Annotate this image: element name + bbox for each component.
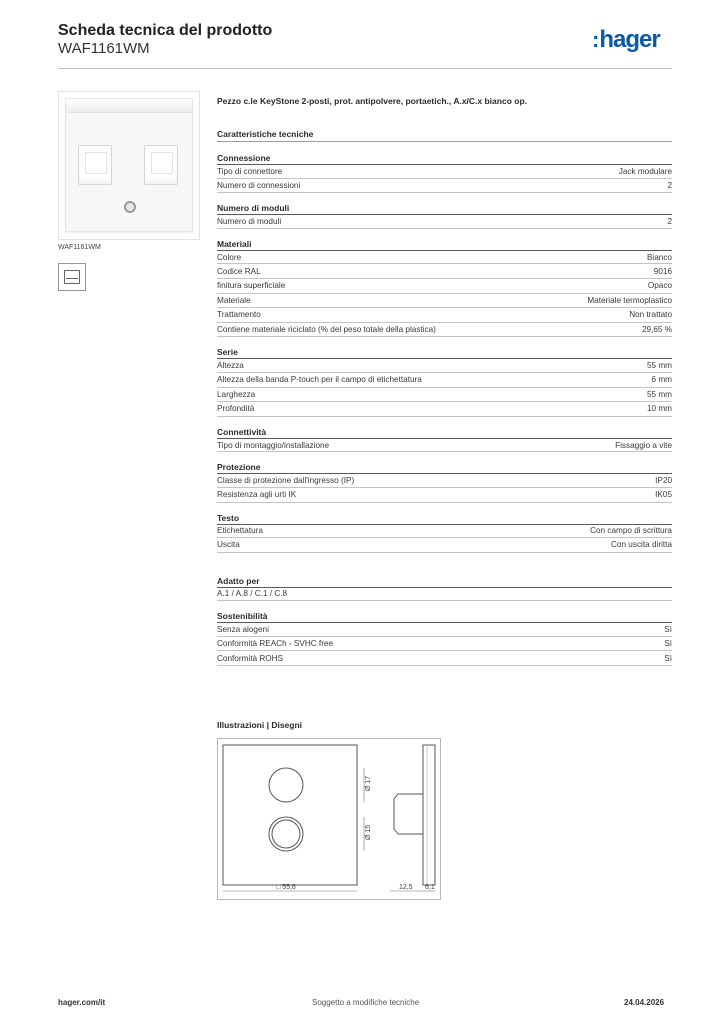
spec-row <box>217 473 672 488</box>
spec-group-rows <box>217 164 672 193</box>
spec-label: Resistenza agli urti IK <box>217 490 297 500</box>
spec-value: Con campo di scrittura <box>590 526 672 536</box>
technical-drawing <box>217 738 441 900</box>
spec-heading: Caratteristiche tecniche <box>217 127 672 142</box>
spec-group-title: Materiali <box>217 238 252 249</box>
spec-group-rows <box>217 587 672 602</box>
spec-groups <box>217 152 672 666</box>
spec-label: A.1 / A.8 / C.1 / C.8 <box>217 589 288 599</box>
spec-label: Larghezza <box>217 389 256 399</box>
page-title: Scheda tecnica del prodotto <box>58 22 273 39</box>
spec-row <box>217 279 672 294</box>
spec-label: Altezza della banda P-touch per il campo di etichettatura <box>217 375 422 385</box>
spec-label: Senza alogeni <box>217 625 269 635</box>
dim-depth-b: 6,1 <box>425 884 435 891</box>
label-strip <box>66 99 192 113</box>
spec-value: Sì <box>664 653 672 663</box>
spec-row <box>217 622 672 637</box>
spec-label: Codice RAL <box>217 266 261 276</box>
spec-group-title: Adatto per <box>217 575 260 586</box>
spec-group-title: Serie <box>217 347 238 358</box>
spec-label: Numero di moduli <box>217 216 282 226</box>
spec-section <box>217 127 672 666</box>
spec-label: finitura superficiale <box>217 281 286 291</box>
product-code: WAF1161WM <box>58 40 150 57</box>
spec-row <box>217 214 672 229</box>
spec-group-rows <box>217 622 672 666</box>
spec-row <box>217 294 672 309</box>
spec-value: Bianco <box>646 252 672 262</box>
hole-bottom-outer <box>269 817 303 851</box>
thumbnail-symbol-icon[interactable] <box>58 263 86 291</box>
spec-value: Con uscita diritta <box>611 540 672 550</box>
spec-group-rows <box>217 524 672 553</box>
screw-icon <box>124 201 136 213</box>
spec-value: IP20 <box>655 476 672 486</box>
spec-value: Non trattato <box>629 310 672 320</box>
dim-depth-a: 12,5 <box>399 884 413 891</box>
spec-group-rows <box>217 250 672 338</box>
spec-value: 10 mm <box>646 404 672 414</box>
spec-value: 2 <box>667 180 672 190</box>
spec-label: Trattamento <box>217 310 261 320</box>
spec-row <box>217 538 672 553</box>
spec-row <box>217 358 672 373</box>
photo-caption: WAF1161WM <box>58 244 101 251</box>
spec-value: Jack modulare <box>618 166 672 176</box>
front-outline <box>223 745 357 885</box>
spec-group-rows <box>217 214 672 229</box>
spec-row <box>217 164 672 179</box>
spec-label: Contiene materiale riciclato (% del peso totale della plastica) <box>217 325 436 335</box>
dimension-drawing-svg <box>218 739 442 901</box>
spec-group-title: Protezione <box>217 462 261 473</box>
spec-group-title: Connessione <box>217 153 271 163</box>
spec-label: Profondità <box>217 404 255 414</box>
spec-value: 55 mm <box>646 389 672 399</box>
spec-row <box>217 587 672 602</box>
spec-label: Tipo di connettore <box>217 166 283 176</box>
logo-colon: : <box>592 27 599 52</box>
keystone-port-left <box>78 145 112 185</box>
spec-label: Classe di protezione dall'ingresso (IP) <box>217 476 355 486</box>
spec-value: Sì <box>664 625 672 635</box>
header-divider <box>58 68 672 69</box>
spec-row <box>217 488 672 503</box>
dim-hole-top: Ø 17 <box>365 775 372 791</box>
spec-row <box>217 373 672 388</box>
spec-value: 9016 <box>653 266 672 276</box>
logo-text: hager <box>599 26 660 53</box>
spec-label: Uscita <box>217 540 240 550</box>
spec-row <box>217 651 672 666</box>
spec-row <box>217 250 672 265</box>
spec-label: Colore <box>217 252 242 262</box>
spec-row <box>217 264 672 279</box>
keystone-plate <box>65 98 193 232</box>
hole-top <box>269 768 303 802</box>
spec-row <box>217 637 672 652</box>
hager-logo <box>592 28 660 52</box>
side-profile <box>394 794 423 834</box>
spec-label: Tipo di montaggio/installazione <box>217 440 330 450</box>
spec-label: Numero di connessioni <box>217 180 301 190</box>
dim-hole-bottom: Ø 15 <box>365 824 372 840</box>
spec-value: 55 mm <box>646 361 672 371</box>
spec-row <box>217 323 672 338</box>
spec-value: Fissaggio a vite <box>615 440 672 450</box>
spec-group-title: Connettività <box>217 426 267 437</box>
product-description: Pezzo c.le KeyStone 2-posti, prot. antipolvere, portaetich., A.x/C.x bianco op. <box>217 96 527 106</box>
spec-value: Materiale termoplastico <box>587 295 672 305</box>
hole-bottom-inner <box>272 820 300 848</box>
footer-date: 24.04.2026 <box>624 998 665 1007</box>
spec-group-rows <box>217 438 672 453</box>
spec-label: Altezza <box>217 361 244 371</box>
spec-label: Conformità ROHS <box>217 653 283 663</box>
spec-group-title: Testo <box>217 512 240 523</box>
spec-label: Conformità REACh - SVHC free <box>217 639 334 649</box>
spec-value: 6 mm <box>651 375 672 385</box>
spec-value: 29,65 % <box>641 325 672 335</box>
spec-group-rows <box>217 473 672 502</box>
spec-row <box>217 438 672 453</box>
spec-row <box>217 308 672 323</box>
footer-link[interactable]: hager.com/it <box>58 998 106 1007</box>
dim-width: □ 55,6 <box>276 884 296 891</box>
spec-group-title: Sostenibilità <box>217 611 268 622</box>
spec-row <box>217 179 672 194</box>
illustrations-title: Illustrazioni | Disegni <box>217 720 303 730</box>
spec-label: Etichettatura <box>217 526 263 536</box>
spec-value: Opaco <box>647 281 672 291</box>
side-plate <box>423 745 435 885</box>
keystone-port-right <box>144 145 178 185</box>
product-photo <box>58 91 200 240</box>
footer-note: Soggetto a modifiche tecniche <box>312 998 420 1007</box>
spec-group-rows <box>217 358 672 416</box>
spec-row <box>217 524 672 539</box>
spec-value: 2 <box>667 216 672 226</box>
spec-value: Sì <box>664 639 672 649</box>
spec-label: Materiale <box>217 295 251 305</box>
spec-group-title: Numero di moduli <box>217 203 290 214</box>
spec-value: IK05 <box>655 490 672 500</box>
spec-row <box>217 402 672 417</box>
spec-row <box>217 388 672 403</box>
